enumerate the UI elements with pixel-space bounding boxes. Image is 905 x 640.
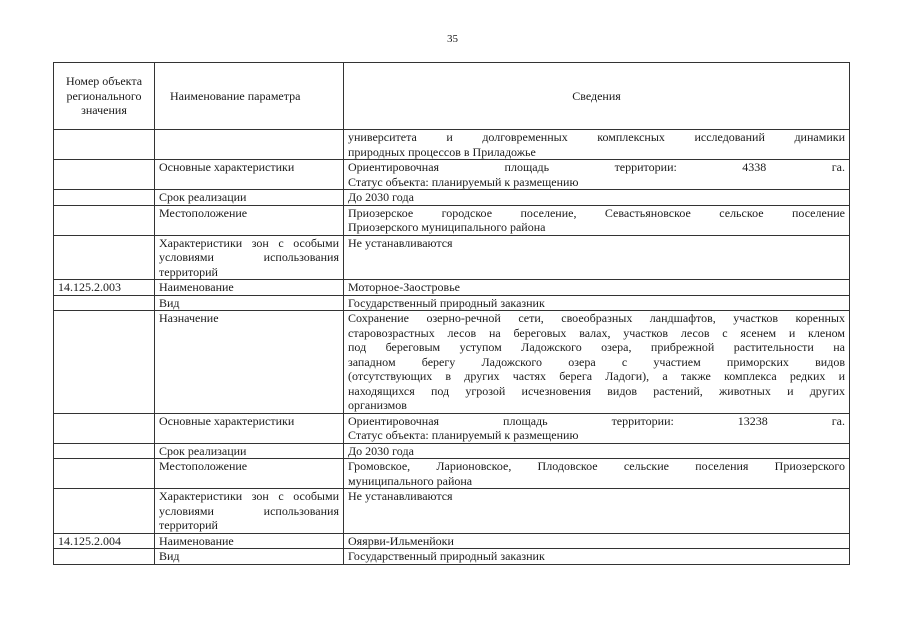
object-number-cell <box>54 459 155 489</box>
details-line: находящихся под угрозой исчезновения видов растений, животных и других <box>348 383 845 398</box>
details-cell <box>344 549 850 565</box>
details-cell <box>344 311 850 414</box>
table-row <box>54 533 850 549</box>
details-line: Не устанавливаются <box>348 235 453 250</box>
object-number-cell <box>54 235 155 280</box>
page-number: 35 <box>447 33 458 45</box>
details-line: западном берегу Ладожского озера с участием приморских видов <box>348 354 845 369</box>
object-number-cell <box>54 205 155 235</box>
object-number-cell <box>54 130 155 160</box>
table-row <box>54 190 850 206</box>
details-line: Громовское, Ларионовское, Плодовское сельские поселения Приозерского <box>348 459 845 473</box>
details-line: Моторное-Заостровье <box>348 280 461 294</box>
table-row <box>54 311 850 414</box>
details-cell <box>344 235 850 280</box>
object-number-cell <box>54 311 155 414</box>
parameter-name-cell: Основные характеристики <box>155 413 344 443</box>
table-row <box>54 443 850 459</box>
table-row <box>54 205 850 235</box>
details-line: Ояярви-Ильменйоки <box>348 533 454 548</box>
details-line: До 2030 года <box>348 190 414 204</box>
details-cell <box>344 489 850 534</box>
object-number-cell <box>54 549 155 565</box>
details-cell <box>344 205 850 235</box>
object-number-cell: 14.125.2.004 <box>54 533 155 549</box>
table-row <box>54 130 850 160</box>
parameter-name-cell: Срок реализации <box>155 190 344 206</box>
parameter-name-cell: Вид <box>155 295 344 311</box>
details-line: Государственный природный заказник <box>348 295 545 310</box>
parameter-name-cell: Наименование <box>155 280 344 296</box>
header-details: Сведения <box>344 63 850 130</box>
table-row <box>54 280 850 296</box>
parameters-table <box>53 62 850 565</box>
details-line: университета и долговременных комплексных исследований динамики <box>348 130 845 144</box>
details-cell <box>344 190 850 206</box>
details-cell <box>344 533 850 549</box>
parameter-name-cell: Местоположение <box>155 205 344 235</box>
table-row <box>54 235 850 280</box>
details-cell <box>344 160 850 190</box>
parameter-name-cell: Срок реализации <box>155 443 344 459</box>
details-line: под береговым уступом Ладожского озера, прибрежной растительности на <box>348 340 845 354</box>
object-number-cell <box>54 443 155 459</box>
table-header-row <box>54 63 850 130</box>
details-line: Ориентировочная площадь территории: 13238 га. <box>348 413 845 428</box>
table-row <box>54 489 850 534</box>
object-number-cell: 14.125.2.003 <box>54 280 155 296</box>
parameter-name-cell: Наименование <box>155 533 344 549</box>
object-number-cell <box>54 160 155 190</box>
object-number-cell <box>54 295 155 311</box>
table-row <box>54 413 850 443</box>
details-line: Не устанавливаются <box>348 489 453 503</box>
details-line: Государственный природный заказник <box>348 549 545 563</box>
table-row <box>54 160 850 190</box>
details-line: Статус объекта: планируемый к размещению <box>348 428 579 442</box>
details-line: организмов <box>348 398 407 412</box>
parameter-name-cell: Местоположение <box>155 459 344 489</box>
table-row <box>54 549 850 565</box>
header-parameter-name: Наименование параметра <box>155 63 344 130</box>
details-line: Ориентировочная площадь территории: 4338 га. <box>348 160 845 174</box>
header-object-number: Номер объекта регионального значения <box>54 63 155 130</box>
details-line: До 2030 года <box>348 443 414 458</box>
parameter-name-cell: Вид <box>155 549 344 565</box>
details-line: Приозерское городское поселение, Севастьяновское сельское поселение <box>348 205 845 220</box>
details-line: Сохранение озерно-речной сети, своеобразных ландшафтов, участков коренных <box>348 311 845 325</box>
parameter-name-cell: Назначение <box>155 311 344 414</box>
object-number-cell <box>54 489 155 534</box>
parameter-name-cell: Характеристики зон с особыми условиями использования территорий <box>155 489 344 534</box>
details-line: (отсутствующих в других частях берега Ладоги), а также комплекса редких и <box>348 369 845 383</box>
details-line: природных процессов в Приладожье <box>348 144 536 159</box>
details-line: Приозерского муниципального района <box>348 220 546 234</box>
object-number-cell <box>54 190 155 206</box>
details-line: старовозрастных лесов на береговых валах, участков лесов с ясенем и кленом <box>348 325 845 340</box>
details-cell <box>344 280 850 296</box>
details-cell <box>344 443 850 459</box>
table-row <box>54 459 850 489</box>
details-line: муниципального района <box>348 473 473 488</box>
details-cell <box>344 130 850 160</box>
details-cell <box>344 295 850 311</box>
parameter-name-cell: Основные характеристики <box>155 160 344 190</box>
table-row <box>54 295 850 311</box>
details-cell <box>344 413 850 443</box>
details-line: Статус объекта: планируемый к размещению <box>348 174 579 189</box>
details-cell <box>344 459 850 489</box>
parameter-name-cell: Характеристики зон с особыми условиями использования территорий <box>155 235 344 280</box>
object-number-cell <box>54 413 155 443</box>
parameter-name-cell <box>155 130 344 160</box>
